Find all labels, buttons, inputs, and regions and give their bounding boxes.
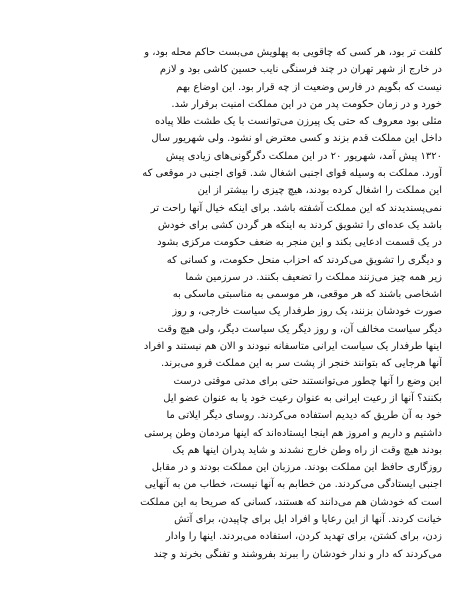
text-line: است که خودشان هم می‌دانند که هستند، کسانی که صریحا به این مملکت bbox=[140, 496, 442, 508]
text-line: اشخاصی باشند که هر موقعی، هر موسمی به مناسبتی ماسکی به bbox=[172, 289, 442, 301]
text-line: خورد و در زمان حکومت پدر من در این مملکت امنیت برقرار شد. bbox=[171, 98, 442, 110]
text-line: بکنند؟ آنها از رعیت ایرانی به عنوان رعیت خود یا به عنوان عضو ایل bbox=[163, 392, 442, 404]
text-line: داخل این مملکت قدم بزند و کسی معترض او نشود. ولی شهریور سال bbox=[151, 133, 442, 145]
text-line: اینها طرفدار یک سیاست ایرانی متاسفانه نبودند و الان هم نیستند و افراد bbox=[143, 341, 442, 353]
text-line: خیانت کردند. آنها از این رعایا و افراد ایل برای چاپیدن، برای آتش bbox=[174, 514, 442, 526]
text-line: این مملکت را اشغال کرده بودند، هیچ چیزی را بیشتر از این bbox=[197, 185, 442, 197]
text-line: آورد. مملکت به وسیله قوای اجنبی اشغال شد. قوای اجنبی در موقعی که bbox=[142, 168, 442, 180]
text-line: نمی‌پسندیدند که این مملکت آشفته باشد. برای اینکه خیال آنها راحت تر bbox=[150, 202, 442, 214]
text-line: در یک قسمت ادعایی بکند و این منجر به ضعف حکومت مرکزی بشود bbox=[157, 237, 442, 249]
text-line: ۱۳۲۰ پیش آمد، شهریور ۲۰ در این مملکت دگرگونی‌های زیادی پیش bbox=[165, 150, 442, 162]
text-line: باشد یک عده‌ای را تشویق کردند به اینکه هر گردن کشی برای خودش bbox=[157, 219, 442, 231]
text-line: نیست که بگویم در فارس وضعیت از چه قرار بود. این اوضاع بهم bbox=[176, 81, 442, 93]
text-line: دیگر سیاست مخالف آن، و روز دیگر یک سیاست دیگر، ولی هیچ وقت bbox=[157, 323, 442, 335]
text-line: بودند هیچ وقت از راه وطن خارج نشدند و شاید پدران اینها هم یک bbox=[172, 444, 442, 456]
text-line: کلفت تر بود، هر کسی که چاقویی به پهلویش می‌بست حاکم محله بود، و bbox=[144, 47, 442, 58]
text-line: آنها هرجایی که بتوانند خنجر از پشت سر به این مملکت فرو می‌برند. bbox=[160, 358, 442, 370]
text-line: روزگاری حافظ این مملکت بودند. مرزبان این مملکت بودند و در مقابل bbox=[151, 462, 442, 474]
text-line: صورت خودشان بزنند، یک روز طرفدار یک سیاست خارجی، و روز bbox=[172, 306, 442, 318]
text-line: این وضع را آنها چطور می‌توانستند حتی برای مدتی موقتی درست bbox=[173, 375, 442, 387]
text-line: زیر همه چیز می‌زنند مملکت را تضعیف بکنند. در سرزمین شما bbox=[185, 271, 442, 283]
text-line: خود به آن طریق که دیدیم استفاده می‌کردند. روسای دیگر ایلاتی ما bbox=[166, 410, 442, 422]
text-line: داشتیم و داریم و امروز هم اینجا ایستاده‌اند که اینها مردمان وطن پرستی bbox=[144, 427, 442, 439]
text-line: در خارج از شهر تهران در چند فرسنگی نایب حسین کاشی بود و لازم bbox=[159, 64, 442, 76]
body-text bbox=[22, 44, 442, 563]
text-line: زدن، برای کشتن، برای تهدید کردن، استفاده می‌بردند. اینها را وادار bbox=[165, 531, 442, 543]
text-line: و دیگری را تشویق می‌کردند که احزاب منحل حکومت، و کسانی که bbox=[166, 254, 442, 266]
text-line: می‌کردند که دار و ندار خودشان را ببرند بفروشند و تفنگی بخرند و چند bbox=[153, 548, 442, 560]
text-line: مثلی بود معروف که حتی یک پیرزن می‌توانست با یک طشت طلا پیاده bbox=[154, 116, 442, 128]
text-line: اجنبی ایستادگی می‌کردند. من خطابم به آنها نیست، خطاب من به آنهایی bbox=[144, 479, 442, 491]
